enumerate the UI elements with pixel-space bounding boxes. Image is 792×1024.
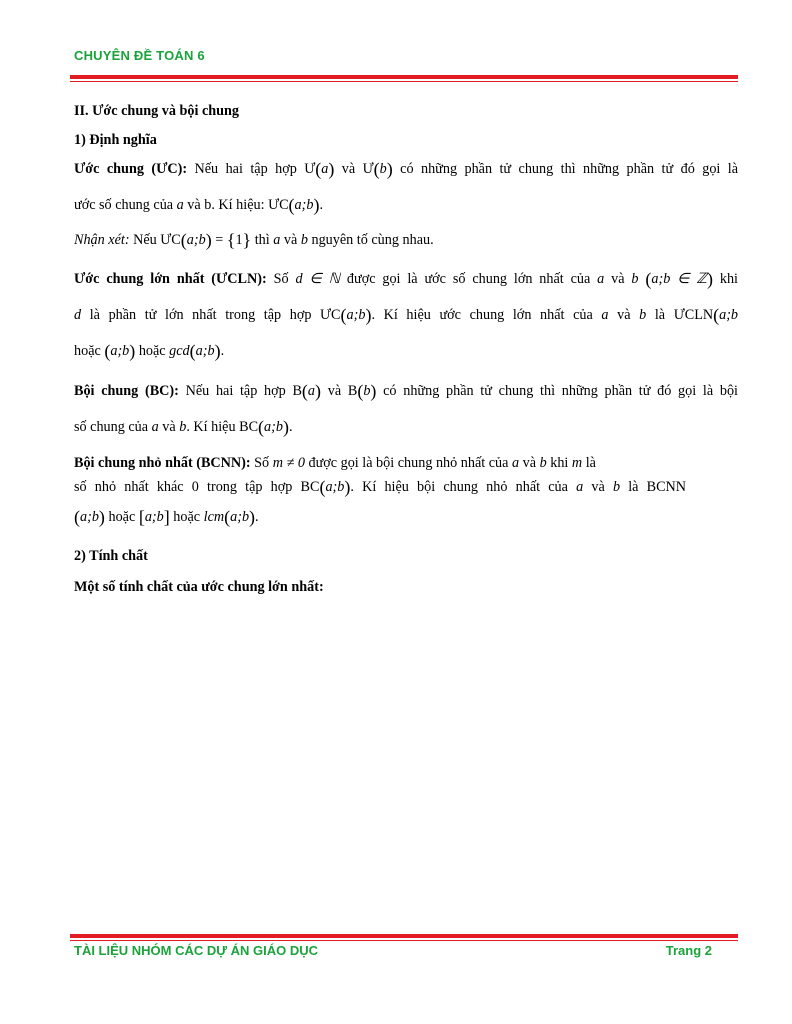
text: được gọi là ước số chung lớn nhất của	[346, 271, 591, 287]
text: được gọi là bội chung nhỏ nhất của	[308, 455, 509, 471]
properties-heading: 2) Tính chất	[74, 548, 148, 564]
math-var: b	[179, 419, 187, 435]
math-var: a;b	[230, 509, 250, 525]
text: và	[611, 271, 625, 287]
ucln-term: Ước chung lớn nhất (ƯCLN):	[74, 271, 267, 287]
math-var: a;b	[195, 343, 215, 359]
math-var: m	[571, 455, 583, 471]
text: và	[617, 307, 631, 323]
math-var: a;b	[144, 509, 164, 525]
text: và	[522, 455, 537, 471]
remark-line: Nhận xét: Nếu ƯC(a;b) = {1} thì a và b nguyên tố cùng nhau.	[74, 230, 434, 250]
bcnn-definition-line-1	[74, 454, 686, 472]
text: . Kí hiệu bội chung nhỏ nhất của	[350, 479, 568, 495]
math-var: a;b	[80, 509, 99, 525]
bc-definition-line-1: Bội chung (BC): Nếu hai tập hợp B(a) và B(b) có những phần tử chung thì những phần tử đó gọi là bội	[74, 381, 738, 401]
math-var: a;b	[719, 307, 739, 323]
text: =	[215, 232, 224, 248]
text: và B	[327, 383, 358, 399]
math-var: a;b	[264, 419, 283, 435]
math-var: b	[379, 161, 387, 177]
header-title: CHUYÊN ĐỀ TOÁN 6	[74, 48, 205, 63]
math-var: a	[576, 479, 584, 495]
text: khi	[719, 271, 738, 287]
math-var: b	[631, 271, 639, 287]
definition-heading: 1) Định nghĩa	[74, 132, 157, 148]
math-var: a	[176, 197, 184, 213]
math-var: b	[639, 307, 647, 323]
math-var: a;b	[186, 232, 206, 248]
properties-subheading: Một số tính chất của ước chung lớn nhất:	[74, 579, 324, 595]
bcnn-definition-line-2: số nhỏ nhất khác 0 trong tập hợp BC(a;b). Kí hiệu bội chung nhỏ nhất của a và b là BCNN	[74, 477, 687, 497]
math-var: a	[273, 232, 281, 248]
text: là	[585, 455, 596, 471]
math-var: b	[539, 455, 547, 471]
math-var: gcd	[169, 343, 190, 359]
math-var: a	[321, 161, 329, 177]
math-var: d	[74, 307, 82, 323]
uc-definition-line-1: Ước chung (ƯC): Nếu hai tập hợp Ư(a) và Ư(b) có những phần tử chung thì những phần tử đó gọi là	[74, 159, 739, 179]
text: hoặc	[74, 343, 101, 359]
text: Nếu hai tập hợp Ư	[194, 161, 316, 177]
text: và	[162, 419, 176, 435]
math-var: a;b	[294, 197, 314, 213]
text: ước số chung của	[74, 197, 174, 213]
text: khi	[550, 455, 569, 471]
text: là ƯCLN	[654, 307, 714, 323]
math-var: a	[597, 271, 605, 287]
text: .	[220, 343, 225, 359]
text: và	[283, 232, 298, 248]
math-var: a	[307, 383, 316, 399]
math-var: b	[300, 232, 308, 248]
text: Nếu ƯC	[133, 232, 181, 248]
text: hoặc	[108, 509, 136, 525]
text: số nhỏ nhất khác 0 trong tập hợp BC	[74, 479, 320, 495]
text: có những phần tử chung thì những phần tử đó gọi là bội	[383, 383, 738, 399]
text: Nếu hai tập hợp B	[185, 383, 302, 399]
ucln-definition-line-2: d là phần tử lớn nhất trong tập hợp ƯC(a;b). Kí hiệu ước chung lớn nhất của a và b là ƯCLN(a;b	[74, 305, 739, 325]
math-var: b	[612, 479, 621, 495]
uc-definition-line-2: ước số chung của a và b. Kí hiệu: ƯC(a;b).	[74, 195, 324, 215]
header-rule-thin	[70, 81, 738, 82]
math-var: a;b	[110, 343, 130, 359]
ucln-definition-line-3: hoặc (a;b) hoặc gcd(a;b).	[74, 341, 225, 361]
text: nguyên tố cùng nhau.	[311, 232, 434, 248]
text: là BCNN	[628, 479, 687, 495]
math-var: b	[363, 383, 371, 399]
uc-term: Ước chung (ƯC):	[74, 161, 188, 177]
text: và	[591, 479, 605, 495]
footer-rule	[70, 934, 738, 938]
text: Số	[273, 271, 289, 287]
text: là phần tử lớn nhất trong tập hợp ƯC	[89, 307, 341, 323]
remark-label: Nhận xét:	[74, 232, 130, 248]
text: thì	[254, 232, 270, 248]
text: .	[255, 509, 259, 525]
math-var: lcm	[203, 509, 225, 525]
text: . Kí hiệu BC	[186, 419, 259, 435]
section-title: II. Ước chung và bội chung	[74, 103, 240, 119]
text: Số	[254, 455, 270, 471]
math-var: a;b	[325, 479, 345, 495]
header-rule	[70, 75, 738, 79]
math-var: m ≠ 0	[272, 455, 305, 471]
ucln-definition-line-1: Ước chung lớn nhất (ƯCLN): Số d ∈ ℕ được gọi là ước số chung lớn nhất của a và b (a;b ∈ ℤ) khi	[74, 269, 738, 289]
page-number: Trang 2	[665, 943, 712, 958]
math-var: a	[601, 307, 609, 323]
math-var: a;b	[346, 307, 366, 323]
text: .	[288, 419, 293, 435]
math-var: a	[151, 419, 159, 435]
text: 1	[235, 232, 243, 248]
text: có những phần tử chung thì những phần tử đó gọi là	[400, 161, 739, 177]
math-var: a;b ∈ ℤ	[651, 271, 707, 287]
text: . Kí hiệu ước chung lớn nhất của	[371, 307, 593, 323]
bc-term: Bội chung (BC):	[74, 383, 179, 399]
math-var: a	[512, 455, 520, 471]
bc-definition-line-2: số chung của a và b. Kí hiệu BC(a;b).	[74, 417, 293, 437]
text: số chung của	[74, 419, 149, 435]
footer-rule-thin	[70, 940, 738, 941]
math-var: d ∈ ℕ	[295, 271, 341, 287]
footer-source: TÀI LIỆU NHÓM CÁC DỰ ÁN GIÁO DỤC	[74, 943, 319, 958]
text: và Ư	[341, 161, 374, 177]
text: và b. Kí hiệu: ƯC	[187, 197, 289, 213]
bcnn-term: Bội chung nhỏ nhất (BCNN):	[74, 455, 251, 471]
text: hoặc	[138, 343, 166, 359]
bcnn-definition-line-3: (a;b) hoặc [a;b] hoặc lcm(a;b).	[74, 507, 259, 527]
text: .	[319, 197, 324, 213]
text: hoặc	[173, 509, 201, 525]
